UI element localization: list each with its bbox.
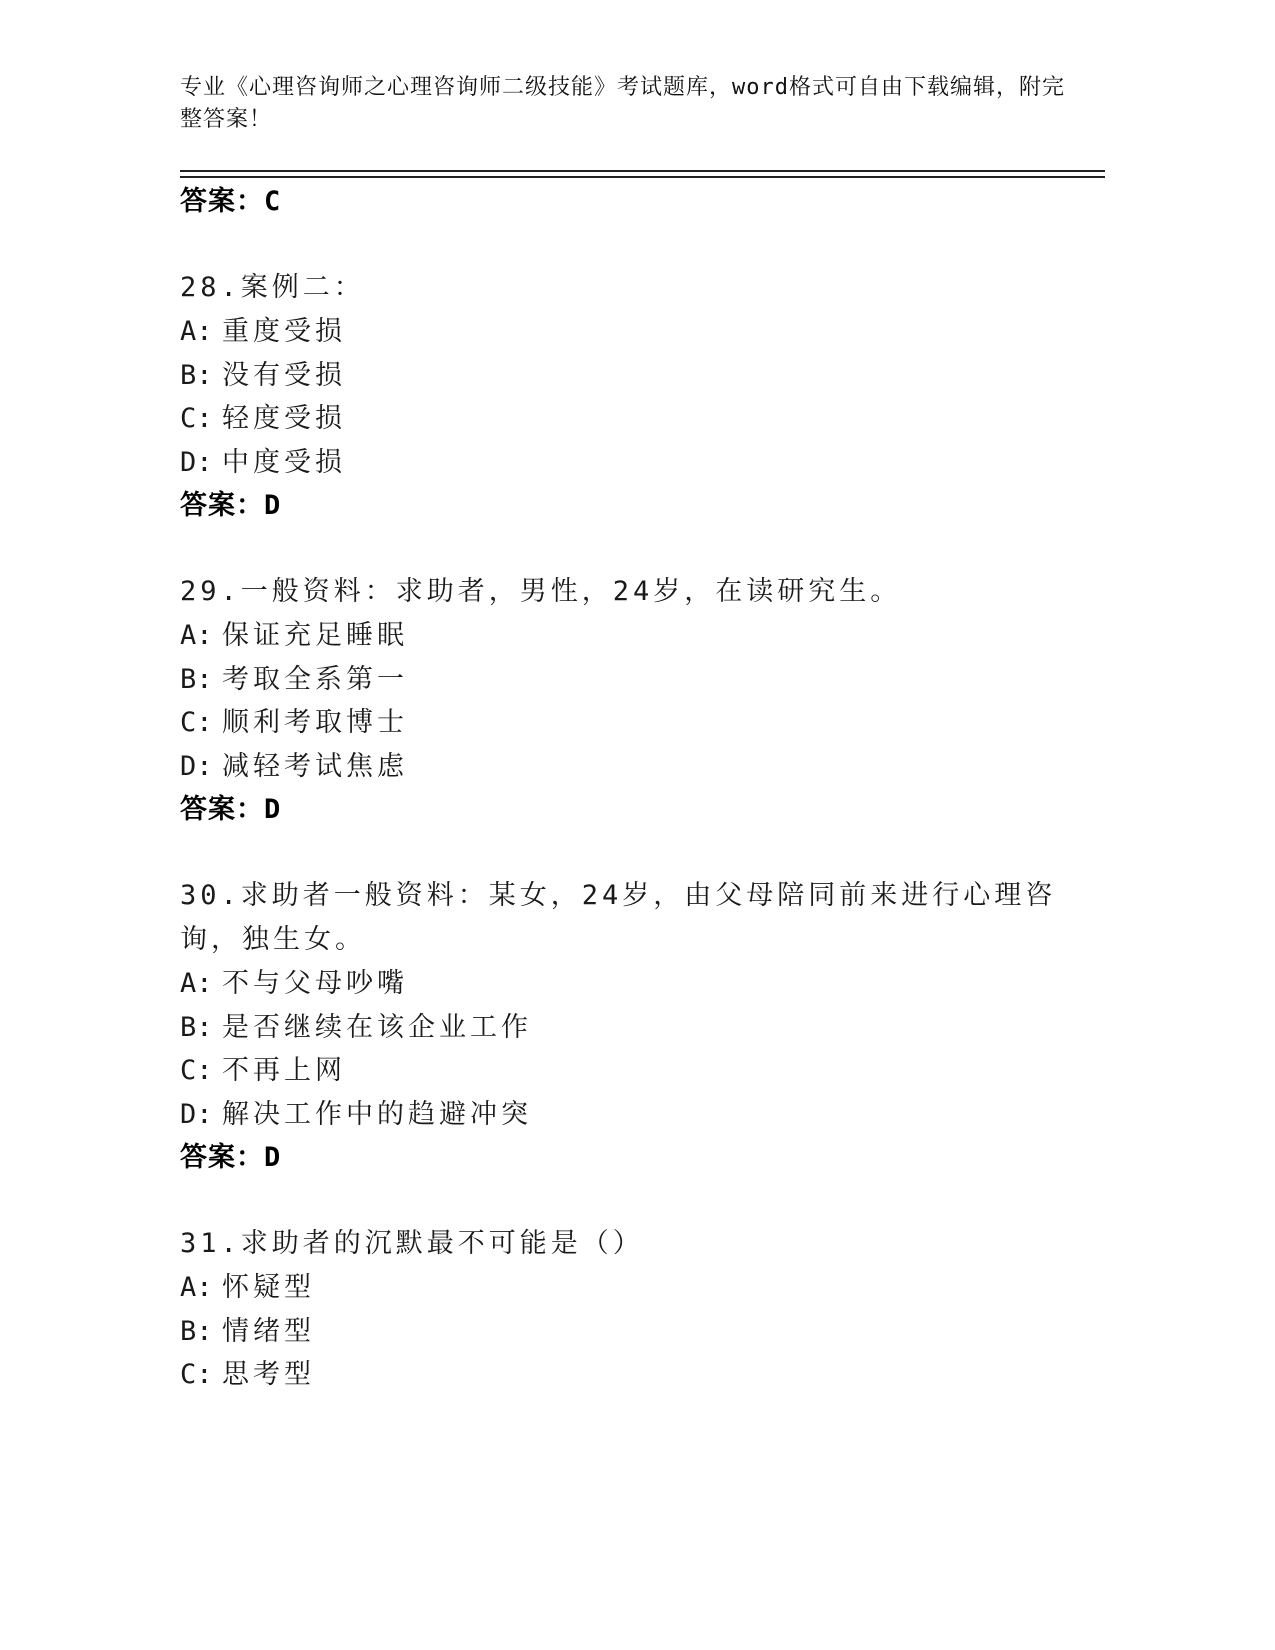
option-text: 情绪型	[222, 1315, 315, 1347]
option-letter: A:	[180, 316, 213, 347]
option-letter: A:	[180, 620, 213, 651]
option-d	[180, 1093, 1080, 1137]
option-text: 是否继续在该企业工作	[222, 1011, 532, 1043]
option-letter: C:	[180, 707, 213, 738]
answer-line	[180, 788, 1080, 832]
header-rule-top	[180, 170, 1105, 172]
answer-value: D	[264, 1142, 282, 1173]
answer-value: C	[264, 186, 282, 217]
answer-line	[180, 1136, 1080, 1180]
question-gap	[180, 224, 1080, 266]
option-text: 中度受损	[222, 446, 346, 478]
option-letter: C:	[180, 1055, 213, 1086]
option-text: 不再上网	[222, 1055, 346, 1086]
question-text: 31.求助者的沉默最不可能是（）	[180, 1228, 644, 1259]
option-text: 减轻考试焦虑	[222, 750, 408, 782]
option-text: 解决工作中的趋避冲突	[222, 1098, 532, 1130]
question-text: 28.案例二：	[180, 272, 365, 303]
option-letter: D:	[180, 446, 213, 478]
option-b	[180, 658, 1080, 702]
question-gap	[180, 528, 1080, 570]
option-letter: A:	[180, 968, 213, 999]
answer-label: 答案：	[180, 794, 264, 825]
option-text: 怀疑型	[222, 1272, 315, 1303]
option-text: 重度受损	[222, 316, 346, 347]
option-text: 轻度受损	[222, 403, 346, 434]
option-a	[180, 310, 1080, 354]
question-list	[180, 180, 1080, 1397]
option-letter: B:	[180, 1315, 213, 1347]
option-letter: C:	[180, 403, 213, 434]
answer-label: 答案：	[180, 490, 264, 521]
option-letter: B:	[180, 359, 213, 391]
option-letter: C:	[180, 1359, 213, 1390]
option-a	[180, 962, 1080, 1006]
answer-line	[180, 180, 1080, 224]
answer-value: D	[264, 794, 282, 825]
answer-label: 答案：	[180, 1142, 264, 1173]
option-a	[180, 1266, 1080, 1310]
option-b	[180, 354, 1080, 398]
option-letter: D:	[180, 1098, 213, 1130]
option-text: 保证充足睡眠	[222, 620, 408, 651]
option-text: 没有受损	[222, 359, 346, 391]
option-b	[180, 1310, 1080, 1354]
question-text: 30.求助者一般资料：某女，24岁，由父母陪同前来进行心理咨询，独生女。	[180, 880, 1057, 955]
header-rule-bottom	[180, 176, 1105, 178]
option-c	[180, 701, 1080, 745]
question-gap	[180, 832, 1080, 874]
option-text: 思考型	[222, 1359, 315, 1390]
question-text: 29.一般资料：求助者，男性，24岁，在读研究生。	[180, 576, 902, 607]
option-d	[180, 441, 1080, 485]
option-c	[180, 397, 1080, 441]
option-letter: B:	[180, 1011, 213, 1043]
option-d	[180, 745, 1080, 789]
option-a	[180, 614, 1080, 658]
option-letter: A:	[180, 1272, 213, 1303]
option-c	[180, 1049, 1080, 1093]
option-letter: D:	[180, 750, 213, 782]
option-text: 不与父母吵嘴	[222, 968, 408, 999]
answer-label: 答案：	[180, 186, 264, 217]
question-gap	[180, 1180, 1080, 1222]
option-b	[180, 1006, 1080, 1050]
option-c	[180, 1353, 1080, 1397]
option-text: 顺利考取博士	[222, 707, 408, 738]
answer-line	[180, 484, 1080, 528]
answer-value: D	[264, 490, 282, 521]
option-letter: B:	[180, 663, 213, 695]
document-header: 专业《心理咨询师之心理咨询师二级技能》考试题库，word格式可自由下载编辑，附完整答案！	[180, 75, 1065, 132]
option-text: 考取全系第一	[222, 663, 408, 695]
